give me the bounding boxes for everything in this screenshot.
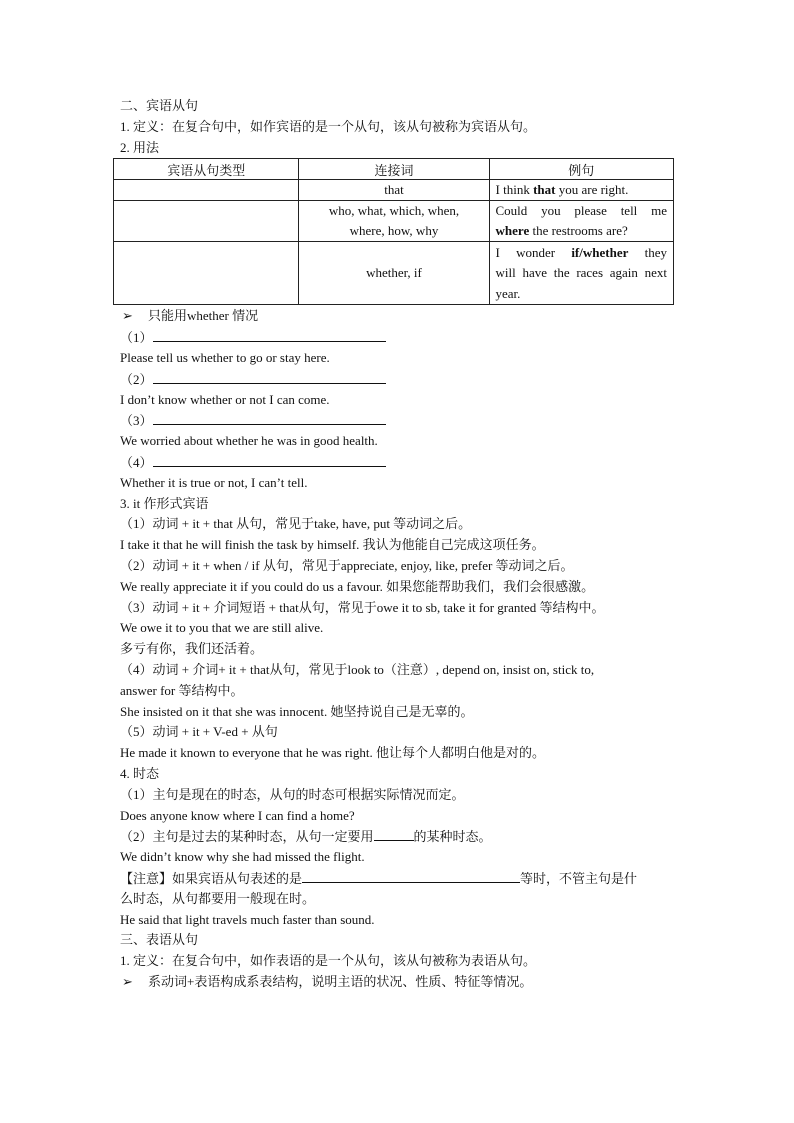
example-line: year. — [495, 285, 521, 301]
fill-blank-line — [120, 369, 682, 390]
answer-blank[interactable] — [153, 410, 386, 425]
table-header: 连接词 — [299, 159, 489, 180]
table-header-row — [114, 159, 674, 180]
example-line — [496, 221, 667, 241]
bullet-point — [120, 972, 682, 993]
example-text: you are right. — [555, 182, 629, 198]
item-number: （4） — [120, 454, 153, 470]
table-row — [114, 242, 674, 305]
rule-line: answer for 等结构中。 — [120, 682, 244, 698]
rule-line: （4）动词 + 介词+ it + that从句，常见于look to（注意）, depend on, insist on, stick to, — [120, 661, 595, 677]
example-text: the restrooms are? — [529, 223, 628, 239]
table-cell: that — [299, 180, 489, 201]
table-cell — [489, 242, 673, 305]
example-sentence: We owe it to you that we are still alive. — [120, 620, 324, 636]
table-cell: whether, if — [299, 242, 489, 305]
note-line: 么时态，从句都要用一般现在时。 — [120, 890, 316, 906]
example-line: Could you please tell me — [495, 203, 667, 219]
example-text: they — [628, 244, 667, 260]
table-header: 例句 — [489, 159, 673, 180]
example-sentence: We really appreciate it if you could do us a favour. 如果您能帮助我们，我们会很感激。 — [120, 578, 595, 594]
example-line: will have the races again next — [495, 265, 667, 281]
definition: 1. 定义：在复合句中，如作宾语的是一个从句，该从句被称为宾语从句。 — [120, 118, 537, 134]
table-cell — [489, 180, 673, 201]
answer-blank[interactable] — [374, 826, 414, 841]
example-sentence: We didn’t know why she had missed the flight. — [120, 849, 365, 865]
rule-line: （2）动词 + it + when / if 从句，常见于appreciate, enjoy, like, prefer 等动词之后。 — [120, 557, 574, 573]
section-title: 三、表语从句 — [120, 932, 199, 948]
rule-line: （5）动词 + it + V-ed + 从句 — [120, 724, 278, 740]
example-sentence: I take it that he will finish the task by himself. 我认为他能自己完成这项任务。 — [120, 537, 545, 553]
usage-heading: 2. 用法 — [120, 139, 160, 155]
item-number: （2） — [120, 371, 153, 387]
table-cell — [299, 201, 489, 242]
definition: 1. 定义：在复合句中，如作表语的是一个从句，该从句被称为表语从句。 — [120, 953, 537, 969]
rule-line: （1）动词 + it + that 从句，常见于take, have, put 等动词之后。 — [120, 516, 472, 532]
example-line — [496, 243, 667, 264]
example-text: I wonder — [495, 244, 572, 260]
table-header: 宾语从句类型 — [114, 159, 299, 180]
usage-table — [113, 158, 674, 305]
answer-blank[interactable] — [153, 369, 386, 384]
bullet-text: 系动词+表语构成系表结构，说明主语的状况、性质、特征等情况。 — [148, 973, 533, 989]
example-text: I think — [495, 182, 534, 198]
note-line — [120, 868, 682, 889]
fill-blank-line — [120, 410, 682, 431]
conjunction-line: where, how, why — [349, 223, 439, 239]
table-row — [114, 201, 674, 242]
example-sentence: She insisted on it that she was innocent. 她坚持说自己是无辜的。 — [120, 703, 474, 719]
example-sentence: Does anyone know where I can find a home? — [120, 807, 355, 823]
item-number: （1） — [120, 330, 153, 346]
example-keyword: if/whether — [571, 244, 629, 260]
arrow-bullet-icon: ➢ — [122, 973, 133, 989]
document-page — [120, 96, 682, 993]
item-number: （3） — [120, 413, 153, 429]
answer-blank[interactable] — [153, 327, 386, 342]
example-sentence: He made it known to everyone that he was right. 他让每个人都明白他是对的。 — [120, 745, 545, 761]
note-text: 等时，不管主句是什 — [520, 870, 638, 886]
example-keyword: where — [495, 223, 530, 239]
example-sentence: Please tell us whether to go or stay here. — [120, 349, 330, 365]
fill-blank-line — [120, 327, 682, 348]
example-sentence: I don’t know whether or not I can come. — [120, 391, 330, 407]
bullet-point — [120, 306, 682, 327]
fill-blank-line — [120, 452, 682, 473]
arrow-bullet-icon: ➢ — [122, 308, 133, 324]
table-cell — [114, 201, 299, 242]
answer-blank[interactable] — [302, 868, 520, 883]
table-cell — [489, 201, 673, 242]
example-keyword: that — [533, 182, 556, 198]
section-title: 二、宾语从句 — [120, 98, 199, 113]
rule-text: （2）主句是过去的某种时态，从句一定要用 — [120, 829, 374, 845]
example-sentence: He said that light travels much faster than sound. — [120, 911, 375, 927]
rule-line: （1）主句是现在的时态，从句的时态可根据实际情况而定。 — [120, 786, 465, 802]
bullet-text: 只能用whether 情况 — [148, 308, 259, 324]
table-cell — [114, 242, 299, 305]
table-row — [114, 180, 674, 201]
subsection-title: 3. it 作形式宾语 — [120, 495, 209, 511]
rule-line — [120, 826, 682, 847]
table-cell — [114, 180, 299, 201]
rule-text: 的某种时态。 — [413, 829, 492, 845]
conjunction-line: who, what, which, when, — [328, 203, 460, 219]
example-sentence: Whether it is true or not, I can’t tell. — [120, 474, 308, 490]
answer-blank[interactable] — [153, 452, 386, 467]
translation-line: 多亏有你，我们还活着。 — [120, 641, 264, 657]
rule-line: （3）动词 + it + 介词短语 + that从句，常见于owe it to sb, take it for granted 等结构中。 — [120, 599, 605, 615]
example-sentence: We worried about whether he was in good health. — [120, 433, 378, 449]
note-text: 【注意】如果宾语从句表述的是 — [120, 870, 303, 886]
subsection-title: 4. 时态 — [120, 765, 160, 781]
